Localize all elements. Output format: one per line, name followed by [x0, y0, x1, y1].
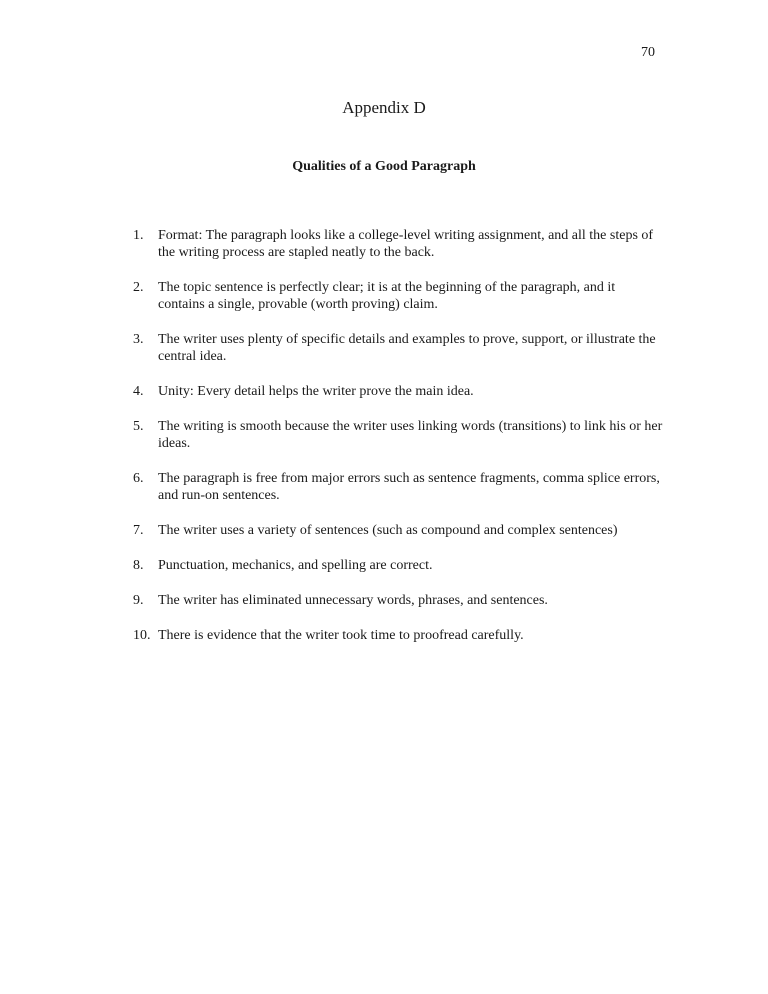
qualities-list — [133, 227, 663, 662]
list-item — [133, 592, 663, 609]
list-item-text: Punctuation, mechanics, and spelling are correct. — [158, 558, 433, 573]
list-item-text: Unity: Every detail helps the writer prove the main idea. — [158, 384, 474, 399]
list-item — [133, 279, 663, 313]
list-item-number: 5. — [133, 419, 144, 434]
list-item-text: The topic sentence is perfectly clear; it is at the beginning of the paragraph, and it contains a single, provable (worth proving) claim. — [158, 280, 616, 312]
list-item-number: 2. — [133, 280, 144, 295]
list-item-number: 1. — [133, 228, 144, 243]
list-item — [133, 470, 663, 504]
list-item-number: 3. — [133, 332, 144, 347]
list-item-text: There is evidence that the writer took time to proofread carefully. — [158, 628, 524, 643]
list-item — [133, 522, 663, 539]
list-item-number: 9. — [133, 593, 144, 608]
list-item-number: 6. — [133, 471, 144, 486]
list-item-text: The writing is smooth because the writer uses linking words (transitions) to link his or her ideas. — [158, 419, 663, 451]
list-item — [133, 331, 663, 365]
list-item — [133, 627, 663, 644]
page-number: 70 — [641, 45, 655, 60]
list-item-number: 7. — [133, 523, 144, 538]
list-item — [133, 383, 663, 400]
list-item — [133, 557, 663, 574]
document-heading: Qualities of a Good Paragraph — [292, 159, 476, 174]
list-item-number: 10. — [133, 628, 151, 643]
list-item-text: The writer has eliminated unnecessary words, phrases, and sentences. — [158, 593, 548, 608]
list-item-number: 8. — [133, 558, 144, 573]
list-item — [133, 418, 663, 452]
list-item-text: The paragraph is free from major errors such as sentence fragments, comma splice errors, and run-on sentences. — [158, 471, 660, 503]
appendix-title: Appendix D — [342, 98, 426, 117]
list-item — [133, 227, 663, 261]
list-item-text: The writer uses plenty of specific details and examples to prove, support, or illustrate the central idea. — [158, 332, 656, 364]
list-item-number: 4. — [133, 384, 144, 399]
list-item-text: The writer uses a variety of sentences (such as compound and complex sentences) — [158, 523, 618, 538]
list-item-text: Format: The paragraph looks like a college-level writing assignment, and all the steps of the writing process are stapled neatly to the back. — [158, 228, 654, 260]
